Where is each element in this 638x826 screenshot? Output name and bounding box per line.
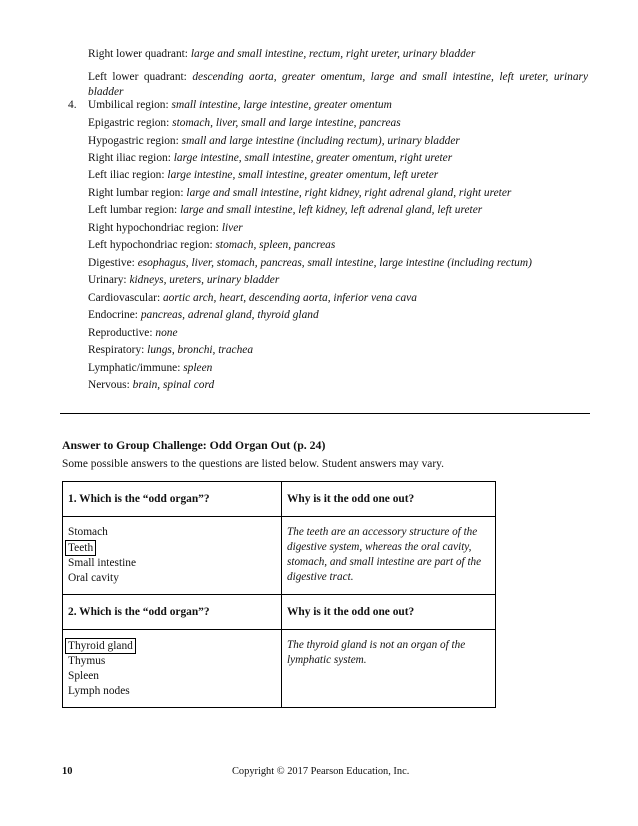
line-lymphatic: Lymphatic/immune: spleen [88,362,213,374]
line-umbilical: Umbilical region: small intestine, large intestine, greater omentum [88,99,392,111]
option-item-selected: Thyroid gland [68,638,276,654]
question-2-header: 2. Which is the “odd organ”? [63,595,282,630]
option-item: Lymph nodes [68,685,130,697]
question-1-header: 1. Which is the “odd organ”? [63,482,282,517]
table-header-row [63,482,496,517]
line-left-lumbar: Left lumbar region: large and small intestine, left kidney, left adrenal gland, left ureter [88,204,483,216]
option-item: Stomach [68,526,108,538]
option-item: Oral cavity [68,572,119,584]
line-epigastric: Epigastric region: stomach, liver, small and large intestine, pancreas [88,117,401,129]
line-left-hypochondriac: Left hypochondriac region: stomach, spleen, pancreas [88,239,336,251]
line-cardiovascular: Cardiovascular: aortic arch, heart, descending aorta, inferior vena cava [88,292,417,304]
question-2-options [63,630,282,708]
line-left-iliac: Left iliac region: large intestine, small intestine, greater omentum, left ureter [88,169,439,181]
section-intro: Some possible answers to the questions are listed below. Student answers may vary. [62,458,444,470]
copyright-notice: Copyright © 2017 Pearson Education, Inc. [232,766,410,777]
line-right-lumbar: Right lumbar region: large and small intestine, right kidney, right adrenal gland, right ureter [88,187,512,199]
line-right-iliac: Right iliac region: large intestine, small intestine, greater omentum, right ureter [88,152,453,164]
section-heading: Answer to Group Challenge: Odd Organ Out (p. 24) [62,438,326,452]
line-left-lower-quadrant: Left lower quadrant: descending aorta, greater omentum, large and small intestine, left ureter, urinary bladder [88,71,588,98]
question-2-explanation: The thyroid gland is not an organ of the lymphatic system. [282,630,496,708]
question-1-why-header: Why is it the odd one out? [282,482,496,517]
option-item-selected: Teeth [68,540,276,556]
table-header-row [63,595,496,630]
line-digestive: Digestive: esophagus, liver, stomach, pancreas, small intestine, large intestine (including rectum) [88,257,532,269]
line-right-lower-quadrant: Right lower quadrant: large and small intestine, rectum, right ureter, urinary bladder [88,48,476,60]
option-item: Spleen [68,670,100,682]
section-divider [60,413,590,414]
line-respiratory: Respiratory: lungs, bronchi, trachea [88,344,254,356]
odd-organ-table [62,481,496,708]
question-2-why-header: Why is it the odd one out? [282,595,496,630]
line-endocrine: Endocrine: pancreas, adrenal gland, thyroid gland [88,309,319,321]
table-row [63,630,496,708]
line-nervous: Nervous: brain, spinal cord [88,379,215,391]
table-row [63,517,496,595]
question-1-explanation: The teeth are an accessory structure of the digestive system, whereas the oral cavity, stomach, and small intestine are part of the digestive tract. [282,517,496,595]
line-right-hypochondriac: Right hypochondriac region: liver [88,222,243,234]
option-item: Thymus [68,655,106,667]
item-number: 4. [68,99,77,111]
line-hypogastric: Hypogastric region: small and large intestine (including rectum), urinary bladder [88,135,460,147]
option-item: Small intestine [68,557,137,569]
question-1-options [63,517,282,595]
line-urinary: Urinary: kidneys, ureters, urinary bladder [88,274,280,286]
line-reproductive: Reproductive: none [88,327,178,339]
page-number: 10 [62,766,73,777]
